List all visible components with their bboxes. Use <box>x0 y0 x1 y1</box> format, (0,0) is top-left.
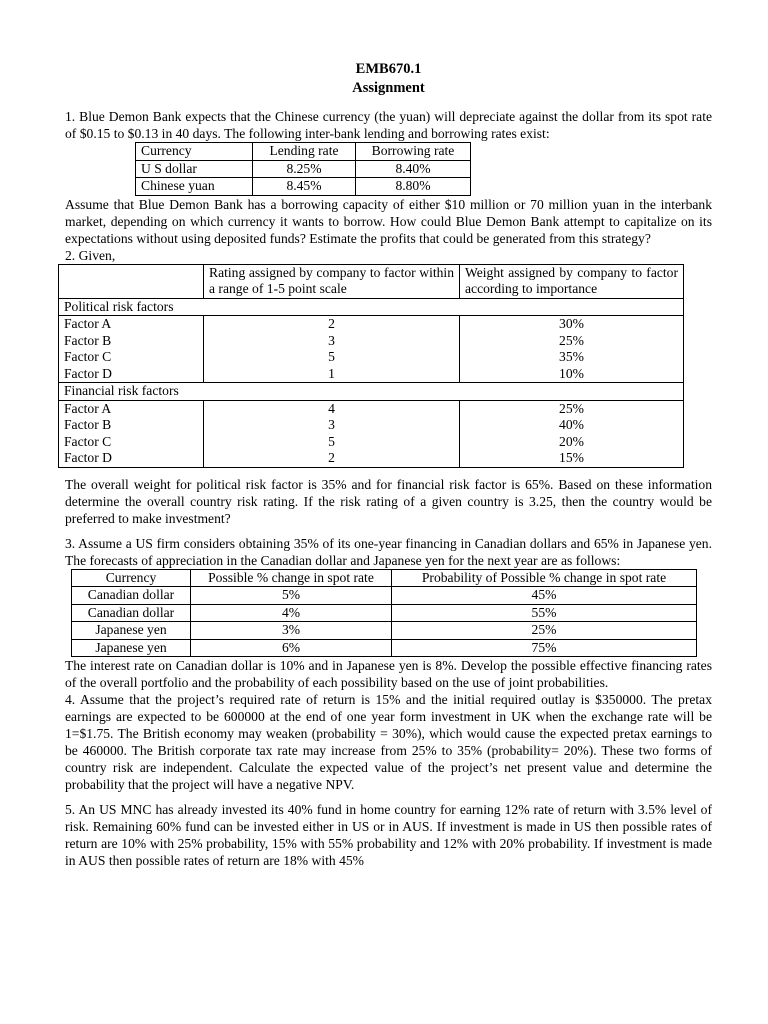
cell: Japanese yen <box>72 639 191 657</box>
cell: 75% <box>392 639 697 657</box>
group-row <box>59 383 684 401</box>
cell: 10% <box>460 366 684 383</box>
cell: Factor B <box>59 417 204 434</box>
table-header-row <box>72 569 697 587</box>
table-row <box>59 366 684 383</box>
group-row <box>59 298 684 316</box>
cell: 55% <box>392 604 697 622</box>
cell: 6% <box>191 639 392 657</box>
cell: 2 <box>204 316 460 333</box>
q1-question: Assume that Blue Demon Bank has a borrowing capacity of either $10 million or 70 million yuan in the interbank market, depending on which currency it wants to borrow. How could Blue Demon Bank attempt to capitalize on its expectations without using deposited funds? Estimate the profits that could be generated from this strategy? <box>65 196 712 246</box>
column-header: Weight assigned by company to factor according to importance <box>460 264 684 298</box>
cell: U S dollar <box>136 160 253 178</box>
q4-text: 4. Assume that the project’s required rate of return is 15% and the initial required outlay is $350000. The pretax earnings are expected to be 600000 at the end of one year form investment in UK when the exchange rate will be 1=$1.75. The British economy may weaken (probability = 30%), which would cause the expected pretax earnings to be 460000. The British corporate tax rate may increase from 25% to 35% (probability= 20%). These two forms of country risk are independent. Calculate the expected value of the project’s net present value and determine the probability that the project will have a negative NPV. <box>65 692 712 792</box>
column-header: Probability of Possible % change in spot rate <box>392 569 697 587</box>
cell: Factor D <box>59 366 204 383</box>
column-header: Currency <box>136 143 253 161</box>
table-row <box>72 639 697 657</box>
cell: 3% <box>191 622 392 640</box>
cell: Factor D <box>59 450 204 467</box>
column-header: Borrowing rate <box>356 143 471 161</box>
cell: Japanese yen <box>72 622 191 640</box>
table-row <box>136 160 471 178</box>
cell: 30% <box>460 316 684 333</box>
q2-intro: 2. Given, <box>65 247 116 263</box>
table-row <box>72 587 697 605</box>
table-row <box>72 604 697 622</box>
cell <box>59 264 204 298</box>
cell: 40% <box>460 417 684 434</box>
cell: 8.25% <box>253 160 356 178</box>
cell: 25% <box>460 400 684 417</box>
table-row <box>59 333 684 350</box>
q1-rates-table <box>135 142 471 196</box>
cell: 8.40% <box>356 160 471 178</box>
cell: Factor B <box>59 333 204 350</box>
cell: Canadian dollar <box>72 587 191 605</box>
table-row <box>136 178 471 196</box>
table-row <box>59 400 684 417</box>
group-label: Political risk factors <box>59 298 684 316</box>
cell: 3 <box>204 417 460 434</box>
document-page <box>65 60 712 869</box>
cell: 5 <box>204 434 460 451</box>
cell: Factor A <box>59 316 204 333</box>
table-row <box>59 316 684 333</box>
column-header: Possible % change in spot rate <box>191 569 392 587</box>
cell: 8.45% <box>253 178 356 196</box>
cell: Chinese yuan <box>136 178 253 196</box>
column-header: Currency <box>72 569 191 587</box>
table-header-row <box>136 143 471 161</box>
cell: 2 <box>204 450 460 467</box>
q1-intro: 1. Blue Demon Bank expects that the Chinese currency (the yuan) will depreciate against the dollar from its spot rate of $0.15 to $0.13 in 40 days. The following inter-bank lending and borrowing rates exist: <box>65 109 712 141</box>
column-header: Lending rate <box>253 143 356 161</box>
cell: 4 <box>204 400 460 417</box>
cell: Factor C <box>59 349 204 366</box>
cell: 1 <box>204 366 460 383</box>
table-row <box>59 450 684 467</box>
cell: 20% <box>460 434 684 451</box>
cell: 25% <box>460 333 684 350</box>
group-label: Financial risk factors <box>59 383 684 401</box>
cell: 15% <box>460 450 684 467</box>
cell: Canadian dollar <box>72 604 191 622</box>
course-code: EMB670.1 <box>355 61 422 77</box>
q3-question: The interest rate on Canadian dollar is 10% and in Japanese yen is 8%. Develop the possible effective financing rates of the overall portfolio and the probability of each possibility based on the use of joint probabilities. <box>65 658 712 690</box>
cell: 3 <box>204 333 460 350</box>
cell: Factor C <box>59 434 204 451</box>
table-row <box>72 622 697 640</box>
cell: 5 <box>204 349 460 366</box>
q3-intro: 3. Assume a US firm considers obtaining 35% of its one-year financing in Canadian dollars and 65% in Japanese yen. The forecasts of appreciation in the Canadian dollar and Japanese yen for the next year are as follows: <box>65 535 712 568</box>
table-row <box>59 417 684 434</box>
document-title: Assignment <box>352 80 425 96</box>
table-header-row <box>59 264 684 298</box>
column-header: Rating assigned by company to factor within a range of 1-5 point scale <box>204 264 460 298</box>
cell: 8.80% <box>356 178 471 196</box>
q5-text: 5. An US MNC has already invested its 40% fund in home country for earning 12% rate of return with 3.5% level of risk. Remaining 60% fund can be invested either in US or in AUS. If investment is made in US then possible rates of return are 10% with 25% probability, 15% with 55% probability and 12% with 20% probability. If investment is made in AUS then possible rates of return are 18% with 45% <box>65 802 712 868</box>
cell: 4% <box>191 604 392 622</box>
cell: 5% <box>191 587 392 605</box>
cell: 35% <box>460 349 684 366</box>
q2-question: The overall weight for political risk factor is 35% and for financial risk factor is 65%. Based on these information determine the overall country risk rating. If the risk rating of a given country is 3.25, then the country would be preferred to make investment? <box>65 476 712 526</box>
q2-risk-table <box>58 264 684 468</box>
q3-forecast-table <box>71 569 697 658</box>
cell: Factor A <box>59 400 204 417</box>
table-row <box>59 349 684 366</box>
table-row <box>59 434 684 451</box>
cell: 25% <box>392 622 697 640</box>
cell: 45% <box>392 587 697 605</box>
